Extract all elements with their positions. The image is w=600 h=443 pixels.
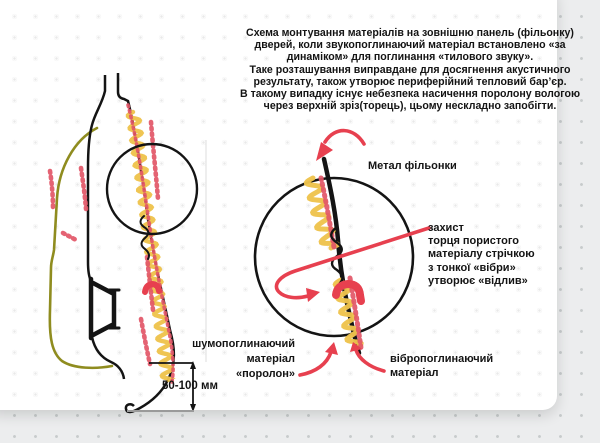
- vibro-strip: [151, 122, 158, 199]
- dimension-label: 50-100 мм: [162, 380, 219, 392]
- vibro-strip: [63, 233, 78, 241]
- label-line: утворює «відлив»: [428, 274, 528, 287]
- label-line: матеріал: [390, 367, 439, 379]
- up-arrow-foam-icon: [300, 342, 338, 375]
- foam-squiggle-door: [128, 112, 172, 380]
- description-text-block: [226, 27, 594, 112]
- description-line: динаміком» для поглинання «тилового звуку».: [286, 51, 534, 64]
- label-line: торця пористого: [428, 235, 519, 248]
- up-arrow-vibro-icon: [350, 342, 384, 371]
- label-line: захист: [428, 222, 464, 234]
- vibro-strip: [141, 319, 150, 364]
- vibro-strip: [50, 171, 53, 209]
- vibro-strip: [81, 168, 86, 209]
- label-line: вібропоглинаючий: [390, 353, 494, 365]
- description-line: В такому випадку існує небезпека насичення поролону вологою: [239, 88, 580, 101]
- curved-arrow-metal-icon: [316, 131, 364, 161]
- label-line: «поролон»: [236, 368, 295, 380]
- magnified-detail: [255, 159, 413, 353]
- description-line: дверей, коли звукопоглинаючий матеріал встановлено «за: [254, 39, 566, 52]
- edge-protection-label: [428, 222, 535, 288]
- label-line: з тонкої «вібри»: [428, 261, 516, 274]
- description-line: результату, також утворює периферійний тепловий бар’єр.: [253, 75, 567, 88]
- foam-material-label: [175, 337, 295, 382]
- speaker-sketch: [91, 279, 119, 338]
- inner-panel-lower-line: [92, 337, 124, 379]
- metal-panel-label: Метал фільонки: [368, 160, 457, 172]
- vibro-material-label: [390, 352, 493, 380]
- description-line: Схема монтування матеріалів на зовнішню панель (фільонку): [246, 27, 574, 39]
- label-line: матеріал: [246, 353, 295, 365]
- description-line: Таке розташування виправдане для досягнення акустичного: [249, 63, 571, 76]
- inner-panel-line: [88, 75, 105, 281]
- label-line: матеріалу стрічкою: [428, 248, 535, 261]
- description-line: через верхній зріз(торець), цьому нескладно запобігти.: [263, 100, 557, 113]
- label-line: шумопоглинаючий: [192, 338, 295, 350]
